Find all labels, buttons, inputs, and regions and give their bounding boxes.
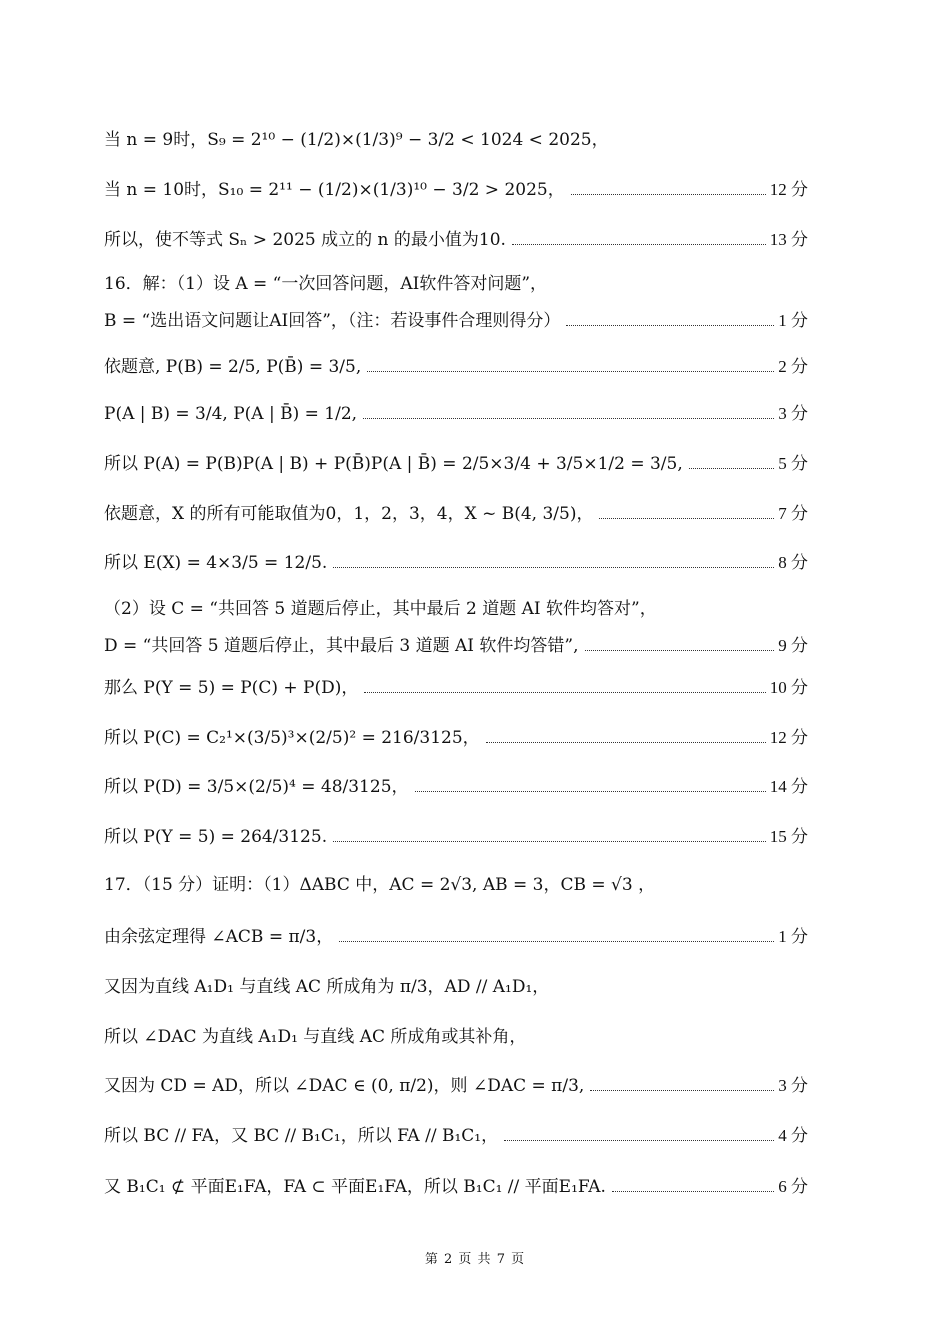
score-mark: 2 分 bbox=[778, 357, 808, 376]
dot-leader bbox=[585, 650, 775, 651]
dot-leader bbox=[590, 1090, 774, 1091]
dot-leader bbox=[486, 742, 766, 743]
line-text: 所以 BC // FA，又 BC // B₁C₁，所以 FA // B₁C₁， bbox=[104, 1126, 499, 1146]
answer-line bbox=[104, 228, 808, 252]
dot-leader bbox=[333, 567, 774, 568]
score-mark: 6 分 bbox=[778, 1177, 808, 1196]
answer-line bbox=[104, 1074, 808, 1098]
answer-line bbox=[104, 178, 808, 202]
answer-line bbox=[104, 128, 808, 152]
answer-line bbox=[104, 1175, 808, 1199]
score-mark: 7 分 bbox=[778, 504, 808, 523]
answer-line bbox=[104, 452, 808, 476]
dot-leader bbox=[566, 325, 774, 326]
dot-leader bbox=[512, 244, 766, 245]
line-text: 当 n = 10时，S₁₀ = 2¹¹ − (1/2)×(1/3)¹⁰ − 3/2 > 2025， bbox=[104, 180, 565, 200]
dot-leader bbox=[363, 418, 774, 419]
line-text: P(A | B) = 3/4, P(A | B̄) = 1/2, bbox=[104, 404, 358, 424]
score-mark: 3 分 bbox=[778, 404, 808, 423]
answer-line bbox=[104, 726, 808, 750]
score-mark: 14 分 bbox=[769, 777, 808, 796]
line-text: 当 n = 9时，S₉ = 2¹⁰ − (1/2)×(1/3)⁹ − 3/2 < 1024 < 2025， bbox=[104, 130, 609, 150]
score-mark: 12 分 bbox=[769, 728, 808, 747]
answer-line bbox=[104, 1025, 808, 1049]
answer-line bbox=[104, 551, 808, 575]
answer-line bbox=[104, 272, 808, 296]
line-text: 又 B₁C₁ ⊄ 平面E₁FA，FA ⊂ 平面E₁FA，所以 B₁C₁ // 平面E₁FA. bbox=[104, 1177, 606, 1197]
line-text: 16．解：（1）设 A = “一次回答问题，AI软件答对问题”， bbox=[104, 274, 548, 294]
score-mark: 4 分 bbox=[778, 1126, 808, 1145]
dot-leader bbox=[364, 692, 765, 693]
score-mark: 12 分 bbox=[769, 180, 808, 199]
score-mark: 8 分 bbox=[778, 553, 808, 572]
score-mark: 1 分 bbox=[778, 311, 808, 330]
answer-line bbox=[104, 502, 808, 526]
line-text: 所以 P(A) = P(B)P(A | B) + P(B̄)P(A | B̄) = 2/5×3/4 + 3/5×1/2 = 3/5, bbox=[104, 454, 683, 474]
answer-line bbox=[104, 309, 808, 333]
line-text: 又因为 CD = AD，所以 ∠DAC ∈ (0, π/2)，则 ∠DAC = π/3, bbox=[104, 1076, 585, 1096]
line-text: D = “共回答 5 道题后停止，其中最后 3 道题 AI 软件均答错”, bbox=[104, 636, 579, 656]
answer-line bbox=[104, 825, 808, 849]
line-text: 又因为直线 A₁D₁ 与直线 AC 所成角为 π/3，AD // A₁D₁， bbox=[104, 977, 550, 997]
dot-leader bbox=[599, 518, 774, 519]
answer-line bbox=[104, 676, 808, 700]
score-mark: 5 分 bbox=[778, 454, 808, 473]
line-text: 所以 P(Y = 5) = 264/3125. bbox=[104, 827, 328, 847]
page-footer: 第 2 页 共 7 页 bbox=[424, 1252, 526, 1267]
dot-leader bbox=[333, 841, 766, 842]
dot-leader bbox=[367, 371, 774, 372]
line-text: 所以 E(X) = 4×3/5 = 12/5. bbox=[104, 553, 328, 573]
line-text: 所以，使不等式 Sₙ > 2025 成立的 n 的最小值为10. bbox=[104, 230, 506, 250]
line-text: 17．（15 分）证明：（1）ΔABC 中，AC = 2√3, AB = 3，CB = √3 ， bbox=[104, 875, 656, 895]
answer-line bbox=[104, 355, 808, 379]
dot-leader bbox=[339, 941, 774, 942]
answer-line bbox=[104, 873, 808, 897]
line-text: 所以 P(D) = 3/5×(2/5)⁴ = 48/3125， bbox=[104, 777, 409, 797]
line-text: （2）设 C = “共回答 5 道题后停止，其中最后 2 道题 AI 软件均答对”， bbox=[104, 599, 657, 619]
score-mark: 1 分 bbox=[778, 927, 808, 946]
answer-line bbox=[104, 597, 808, 621]
answer-line bbox=[104, 775, 808, 799]
answer-line bbox=[104, 925, 808, 949]
line-text: 所以 ∠DAC 为直线 A₁D₁ 与直线 AC 所成角或其补角， bbox=[104, 1027, 527, 1047]
answer-line bbox=[104, 402, 808, 426]
line-text: 依题意，X 的所有可能取值为0，1，2，3，4，X ~ B(4, 3/5)， bbox=[104, 504, 594, 524]
dot-leader bbox=[415, 791, 766, 792]
line-text: 所以 P(C) = C₂¹×(3/5)³×(2/5)² = 216/3125， bbox=[104, 728, 480, 748]
dot-leader bbox=[612, 1191, 774, 1192]
line-text: 依题意, P(B) = 2/5, P(B̄) = 3/5, bbox=[104, 357, 362, 377]
answer-line bbox=[104, 634, 808, 658]
score-mark: 3 分 bbox=[778, 1076, 808, 1095]
answer-line bbox=[104, 1124, 808, 1148]
line-text: B = “选出语文问题让AI回答”，（注：若设事件合理则得分） bbox=[104, 311, 561, 331]
score-mark: 15 分 bbox=[769, 827, 808, 846]
line-text: 那么 P(Y = 5) = P(C) + P(D)， bbox=[104, 678, 359, 698]
answer-line bbox=[104, 975, 808, 999]
dot-leader bbox=[504, 1140, 774, 1141]
score-mark: 9 分 bbox=[778, 636, 808, 655]
score-mark: 13 分 bbox=[769, 230, 808, 249]
dot-leader bbox=[571, 194, 766, 195]
score-mark: 10 分 bbox=[769, 678, 808, 697]
line-text: 由余弦定理得 ∠ACB = π/3， bbox=[104, 927, 334, 947]
dot-leader bbox=[689, 468, 775, 469]
